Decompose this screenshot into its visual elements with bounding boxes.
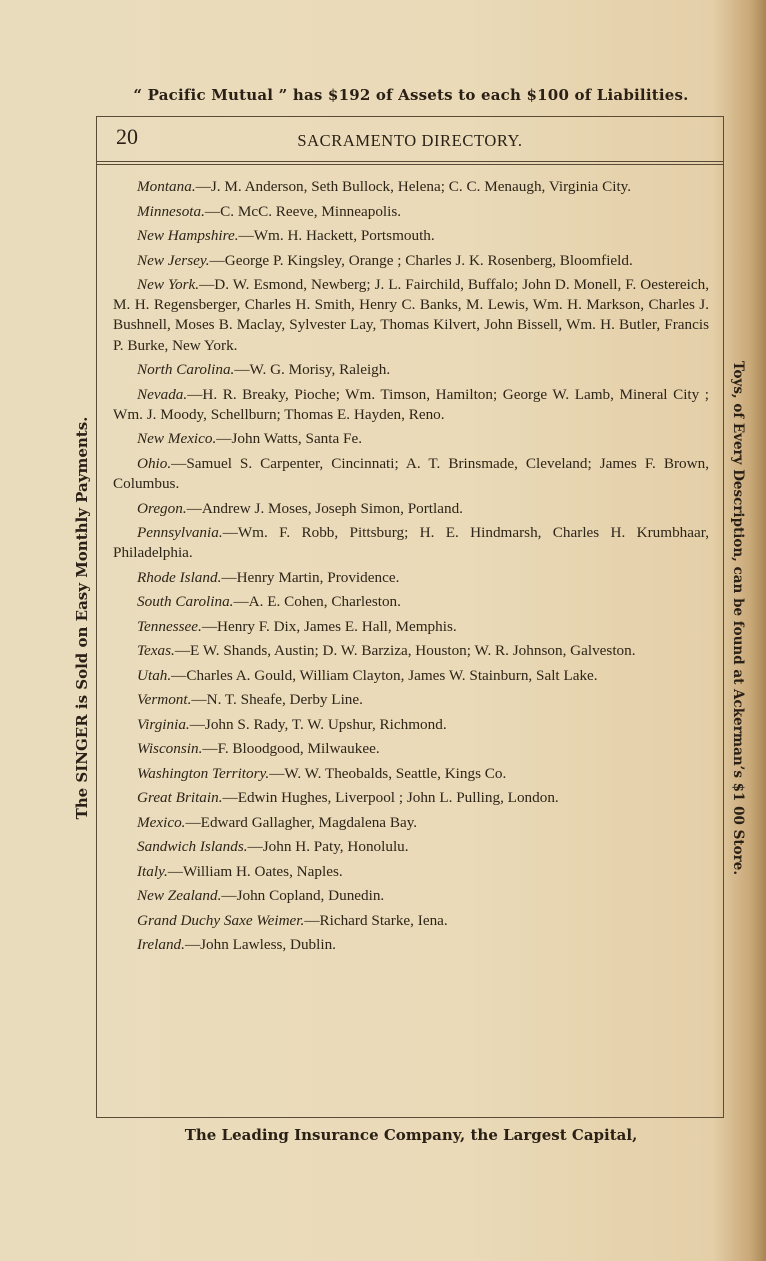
entry-text: —John Lawless, Dublin.: [184, 936, 336, 954]
directory-entry: [113, 886, 709, 906]
directory-entry: [113, 862, 709, 882]
entry-text: —John H. Paty, Honolulu.: [247, 838, 409, 856]
header-rule: [96, 161, 724, 162]
top-advertisement: “ Pacific Mutual ” has $192 of Assets to each $100 of Liabilities.: [133, 86, 689, 104]
entry-state: Utah.: [137, 666, 172, 684]
directory-entry: [113, 592, 709, 612]
entry-text: —Andrew J. Moses, Joseph Simon, Portland.: [186, 499, 463, 517]
entry-text: —W. G. Morisy, Raleigh.: [234, 361, 391, 379]
entry-text: —W. W. Theobalds, Seattle, Kings Co.: [269, 764, 507, 782]
entry-state: New York.: [137, 276, 200, 293]
entry-text: —F. Bloodgood, Milwaukee.: [202, 740, 380, 758]
entry-text: —D. W. Esmond, Newberg; J. L. Fairchild, Buffalo; John D. Monell, F. Oestereich, M. H. Regensberger, Charles H. Smith, Henry C. Banks, M. Lewis, Wm. H. Markson, Charles J. Bushnell, Moses B. Maclay, Sylvester Lay, Thomas Kilvert, John Bissell, Wm. H. Butler, Francis P. Burke, New York.: [113, 276, 709, 354]
directory-entry: [113, 690, 709, 710]
entry-text: —Samuel S. Carpenter, Cincinnati; A. T. Brinsmade, Cleveland; James F. Brown, Columbus.: [113, 454, 709, 493]
entry-state: New Zealand.: [137, 887, 222, 905]
entry-state: Minnesota.: [137, 202, 205, 220]
directory-entry: [113, 739, 709, 759]
directory-entry: [113, 641, 709, 661]
directory-entry: [113, 715, 709, 735]
directory-entry: [113, 764, 709, 784]
entry-text: —Henry F. Dix, James E. Hall, Memphis.: [201, 617, 457, 635]
entry-text: —Wm. F. Robb, Pittsburg; H. E. Hindmarsh, Charles H. Krumbhaar, Philadelphia.: [113, 524, 709, 562]
entry-state: Great Britain.: [137, 789, 223, 807]
left-advertisement: The SINGER is Sold on Easy Monthly Payments.: [73, 416, 91, 820]
entry-state: Wisconsin.: [137, 740, 203, 758]
entry-text: —Wm. H. Hackett, Portsmouth.: [238, 227, 435, 244]
entry-text: —John Copland, Dunedin.: [221, 887, 385, 905]
directory-entry: [113, 568, 709, 588]
entry-text: —H. R. Breaky, Pioche; Wm. Timson, Hamilton; George W. Lamb, Mineral City ; Wm. J. Moody, Schellburn; Thomas E. Hayden, Reno.: [113, 385, 709, 423]
entry-state: Mexico.: [137, 813, 186, 831]
directory-entry: [113, 935, 709, 955]
entry-text: —N. T. Sheafe, Derby Line.: [191, 691, 363, 709]
entry-state: Tennessee.: [137, 617, 202, 635]
directory-entry: [113, 666, 709, 686]
entry-state: New Hampshire.: [137, 227, 239, 244]
entry-text: —John Watts, Santa Fe.: [216, 430, 363, 448]
entry-state: Italy.: [137, 862, 168, 880]
directory-entry: [113, 499, 709, 519]
directory-entry: [113, 523, 709, 563]
directory-entry: [113, 837, 709, 857]
entry-state: Texas.: [137, 642, 175, 660]
entry-state: Washington Territory.: [137, 764, 270, 782]
entry-text: —Henry Martin, Providence.: [221, 568, 400, 586]
entry-state: Pennsylvania.: [137, 524, 223, 542]
entry-text: —George P. Kingsley, Orange ; Charles J. K. Rosenberg, Bloomfield.: [209, 251, 633, 269]
entry-state: Montana.: [137, 178, 196, 195]
header-rule-secondary: [96, 164, 724, 165]
entry-state: South Carolina.: [137, 593, 234, 611]
entry-state: New Mexico.: [137, 430, 217, 448]
directory-entry: [113, 911, 709, 931]
directory-entry: [113, 429, 709, 449]
entry-text: —William H. Oates, Naples.: [167, 862, 343, 880]
entry-text: —C. McC. Reeve, Minneapolis.: [204, 202, 402, 220]
entry-text: —E W. Shands, Austin; D. W. Barziza, Houston; W. R. Johnson, Galveston.: [174, 642, 636, 660]
directory-entry: [113, 202, 709, 222]
entry-text: —J. M. Anderson, Seth Bullock, Helena; C. C. Menaugh, Virginia City.: [195, 178, 632, 195]
entry-state: Nevada.: [137, 385, 188, 403]
entry-text: —John S. Rady, T. W. Upshur, Richmond.: [189, 715, 447, 733]
entry-text: —Edwin Hughes, Liverpool ; John L. Pulling, London.: [222, 789, 559, 807]
entry-state: Rhode Island.: [137, 568, 222, 586]
entry-state: North Carolina.: [137, 361, 235, 379]
directory-entry: [113, 251, 709, 271]
entry-text: —Charles A. Gould, William Clayton, James W. Stainburn, Salt Lake.: [171, 666, 598, 684]
directory-entry: [113, 454, 709, 494]
entry-state: Grand Duchy Saxe Weimer.: [137, 911, 305, 929]
entry-state: Virginia.: [137, 715, 190, 733]
directory-entry: [113, 385, 709, 425]
directory-entry: [113, 177, 709, 197]
entry-state: Oregon.: [137, 499, 187, 517]
directory-entry: [113, 617, 709, 637]
right-advertisement: Toys, of Every Description, can be found at Ackerman’s $1 00 Store.: [730, 360, 746, 876]
entry-text: —Edward Gallagher, Magdalena Bay.: [185, 813, 418, 831]
directory-entry: [113, 275, 709, 356]
entry-state: Ireland.: [137, 936, 185, 954]
entry-state: New Jersey.: [137, 251, 210, 269]
running-head: SACRAMENTO DIRECTORY.: [297, 131, 523, 150]
directory-entry: [113, 788, 709, 808]
page-number: 20: [116, 124, 138, 149]
entry-state: Sandwich Islands.: [137, 838, 248, 856]
entry-text: —A. E. Cohen, Charleston.: [233, 593, 401, 611]
bottom-advertisement: The Leading Insurance Company, the Largest Capital,: [184, 1126, 638, 1144]
directory-entry: [113, 813, 709, 833]
entry-text: —Richard Starke, Iena.: [304, 911, 448, 929]
entry-state: Vermont.: [137, 691, 192, 709]
directory-entry: [113, 360, 709, 380]
directory-entry: [113, 226, 709, 246]
entry-state: Ohio.: [137, 454, 172, 472]
directory-entries: [113, 177, 709, 960]
